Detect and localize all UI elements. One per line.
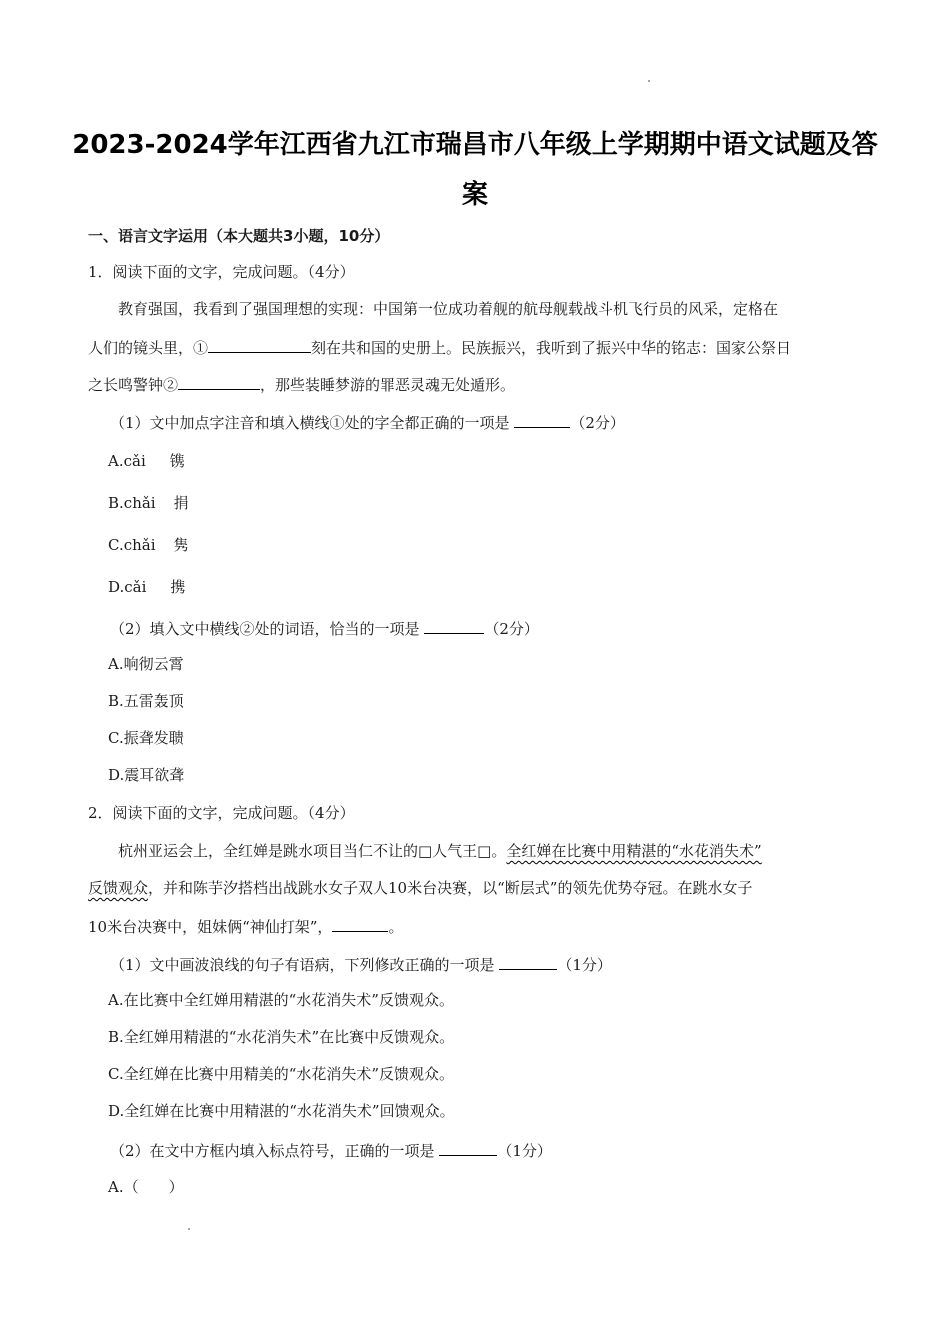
option-pinyin: chǎi: [123, 536, 156, 554]
option-pinyin: cǎi: [123, 452, 146, 470]
q2-passage-line1-a: 杭州亚运会上，全红婵是跳水项目当仁不让的□人气王□。: [118, 842, 507, 860]
q2-sub1-prompt: [110, 953, 612, 975]
q2-passage-line3-a: 10米台决赛中，姐妹俩“神仙打架”，: [88, 918, 333, 936]
answer-blank[interactable]: [424, 617, 484, 634]
q2-sub2-prompt-text: （2）在文中方框内填入标点符号，正确的一项是: [110, 1142, 440, 1160]
q1-sub2-prompt: [110, 617, 539, 639]
q1-passage-line3-b: ，那些装睡梦游的罪恶灵魂无处遁形。: [260, 376, 516, 394]
q1-passage-line3-a: 之长鸣警钟②: [88, 376, 179, 394]
q2-sub1-score: （1分）: [557, 956, 612, 974]
document-title-line1: 2023-2024学年江西省九江市瑞昌市八年级上学期期中语文试题及答: [72, 130, 878, 160]
option-letter: B.: [108, 494, 124, 512]
q2-passage-line2: [88, 878, 752, 898]
q1-sub1-option-d[interactable]: [108, 577, 185, 597]
q2-passage-line3: [88, 915, 403, 937]
option-char: 携: [170, 578, 186, 596]
blank-2[interactable]: [178, 373, 260, 390]
q2-passage-line1: [118, 841, 762, 861]
q2-passage-line2-b: ，并和陈芋汐搭档出战跳水女子双人10米台决赛，以“断层式”的领先优势夺冠。在跳水女子: [148, 879, 753, 897]
q1-passage-line1: 教育强国，我看到了强国理想的实现：中国第一位成功着舰的航母舰载战斗机飞行员的风采，定格在: [118, 300, 779, 318]
q1-sub1-option-b[interactable]: [108, 493, 189, 513]
answer-blank[interactable]: [514, 411, 570, 428]
q2-sub1-option-a[interactable]: A.在比赛中全红婵用精湛的“水花消失术”反馈观众。: [108, 991, 454, 1009]
option-char: 隽: [173, 536, 189, 554]
q1-sub2-option-a[interactable]: A.响彻云霄: [108, 655, 184, 673]
q2-sub2-option-a[interactable]: A.（ ）: [108, 1178, 184, 1196]
section-heading: 一、语言文字运用（本大题共3小题，10分）: [88, 227, 390, 245]
q1-sub2-score: （2分）: [484, 620, 539, 638]
q2-sub1-option-c[interactable]: C.全红婵在比赛中用精美的“水花消失术”反馈观众。: [108, 1065, 455, 1083]
q2-sub2-prompt: [110, 1139, 552, 1161]
q1-passage-line2-b: 刻在共和国的史册上。民族振兴，我听到了振兴中华的铭志：国家公祭日: [311, 339, 792, 357]
q2-passage-line3-b: 。: [388, 918, 404, 936]
blank-3[interactable]: [332, 915, 388, 932]
question-2-stem: 2．阅读下面的文字，完成问题。（4分）: [88, 804, 355, 822]
q2-sub1-prompt-text: （1）文中画波浪线的句子有语病，下列修改正确的一项是: [110, 956, 500, 974]
question-1-stem: 1．阅读下面的文字，完成问题。（4分）: [88, 263, 355, 281]
answer-blank[interactable]: [499, 953, 557, 970]
option-pinyin: cǎi: [124, 578, 147, 596]
document-title-line2: 案: [461, 180, 488, 210]
q1-sub2-option-d[interactable]: D.震耳欲聋: [108, 766, 185, 784]
scan-dot: [648, 80, 650, 82]
q1-sub1-prompt-text: （1）文中加点字注音和填入横线①处的字全都正确的一项是: [110, 414, 515, 432]
q1-sub1-score: （2分）: [570, 414, 625, 432]
q1-sub2-option-b[interactable]: B.五雷轰顶: [108, 692, 184, 710]
option-letter: A.: [108, 452, 124, 470]
q2-sub1-option-b[interactable]: B.全红婵用精湛的“水花消失术”在比赛中反馈观众。: [108, 1028, 455, 1046]
option-pinyin: chǎi: [123, 494, 156, 512]
q1-passage-line2: [88, 336, 791, 358]
scan-dot: [188, 1228, 190, 1230]
q1-passage-line3: [88, 373, 515, 395]
wavy-sentence-part2: 反馈观众: [88, 879, 149, 897]
q2-sub2-score: （1分）: [497, 1142, 552, 1160]
blank-1[interactable]: [208, 336, 311, 353]
wavy-sentence-part1: 全红婵在比赛中用精湛的“水花消失术”: [506, 842, 762, 860]
option-char: 镌: [169, 452, 185, 470]
q1-sub1-prompt: [110, 411, 625, 433]
q1-passage-line2-a: 人们的镜头里，①: [88, 339, 209, 357]
q2-sub1-option-d[interactable]: D.全红婵在比赛中用精湛的“水花消失术”回馈观众。: [108, 1102, 455, 1120]
option-letter: C.: [108, 536, 124, 554]
q1-sub2-prompt-text: （2）填入文中横线②处的词语，恰当的一项是: [110, 620, 425, 638]
q1-sub1-option-c[interactable]: [108, 535, 189, 555]
option-char: 捐: [173, 494, 189, 512]
q1-sub1-option-a[interactable]: [108, 451, 185, 471]
q1-sub2-option-c[interactable]: C.振聋发聩: [108, 729, 184, 747]
option-letter: D.: [108, 578, 125, 596]
answer-blank[interactable]: [439, 1139, 497, 1156]
